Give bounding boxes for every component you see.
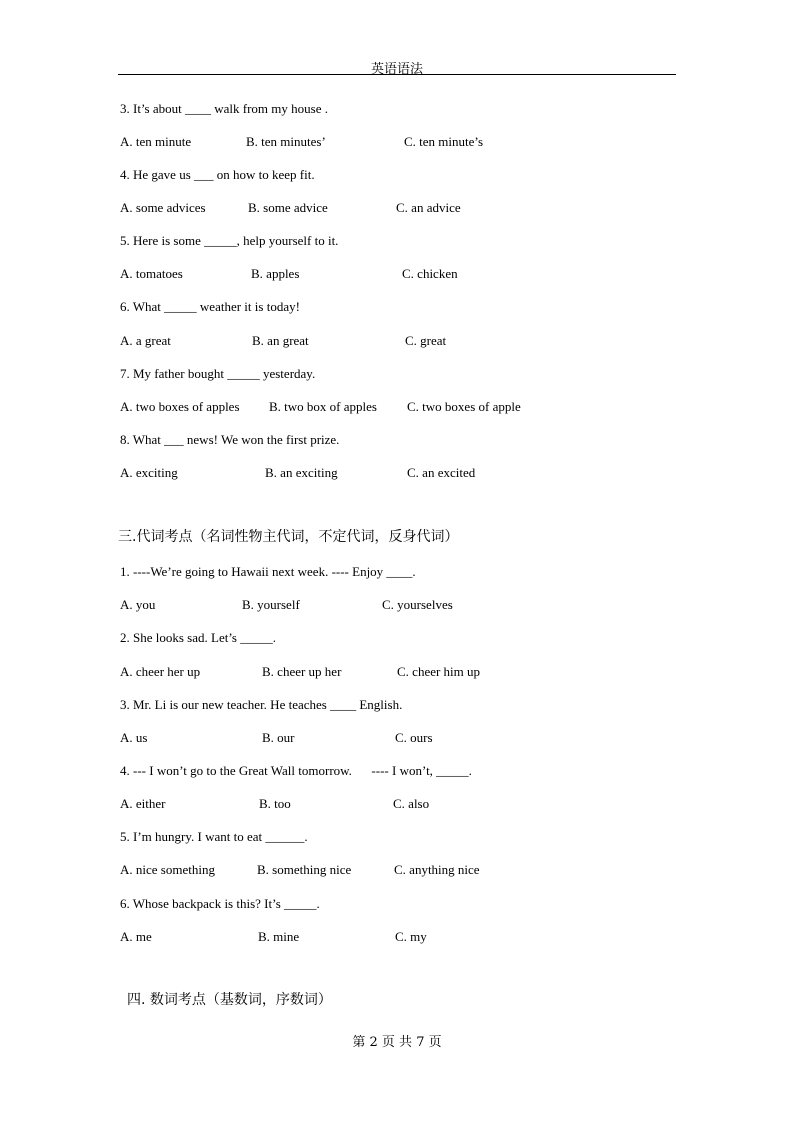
question-5: 5. Here is some _____, help yourself to it. — [120, 233, 339, 248]
question-8-option-c: C. an excited — [407, 465, 476, 480]
question-5-option-b: B. apples — [251, 266, 300, 281]
page-header-title: 英语语法 — [370, 62, 423, 77]
question-6: 6. What _____ weather it is today! — [120, 299, 300, 314]
s3-question-6-option-c: C. my — [395, 929, 427, 944]
question-4-option-c: C. an advice — [396, 200, 461, 215]
s3-question-5-option-c: C. anything nice — [394, 862, 480, 877]
s3-question-2-option-c: C. cheer him up — [397, 664, 481, 679]
s3-question-2-option-a: A. cheer her up — [120, 664, 201, 679]
s3-question-1-option-b: B. yourself — [242, 597, 300, 612]
question-4-option-a: A. some advices — [120, 200, 206, 215]
question-7-option-b: B. two box of apples — [269, 399, 377, 414]
s3-question-4-option-a: A. either — [120, 796, 166, 811]
question-8-option-b: B. an exciting — [265, 465, 338, 480]
question-6-option-a: A. a great — [120, 333, 171, 348]
question-8-option-a: A. exciting — [120, 465, 178, 480]
s3-question-6-option-b: B. mine — [258, 929, 300, 944]
s3-question-1: 1. ----We’re going to Hawaii next week. ---- Enjoy ____. — [120, 564, 416, 579]
s3-question-4-option-b: B. too — [259, 796, 291, 811]
question-3: 3. It’s about ____ walk from my house . — [120, 101, 328, 116]
question-5-option-a: A. tomatoes — [120, 266, 183, 281]
s3-question-5-option-b: B. something nice — [257, 862, 352, 877]
question-5-option-c: C. chicken — [402, 266, 458, 281]
question-7-option-a: A. two boxes of apples — [120, 399, 240, 414]
question-4-option-b: B. some advice — [248, 200, 328, 215]
section-3-heading: 三.代词考点（名词性物主代词，不定代词，反身代词） — [118, 529, 459, 545]
s3-question-1-option-a: A. you — [120, 597, 156, 612]
s3-question-6-option-a: A. me — [120, 929, 152, 944]
question-6-option-b: B. an great — [252, 333, 309, 348]
question-7-option-c: C. two boxes of apple — [407, 399, 521, 414]
question-6-option-c: C. great — [405, 333, 447, 348]
s3-question-3-option-b: B. our — [262, 730, 295, 745]
question-3-option-a: A. ten minute — [120, 134, 192, 149]
s3-question-2: 2. She looks sad. Let’s _____. — [120, 630, 276, 645]
page-footer: 第 2 页 共 7 页 — [352, 1035, 442, 1050]
s3-question-5: 5. I’m hungry. I want to eat ______. — [120, 829, 308, 844]
s3-question-5-option-a: A. nice something — [120, 862, 215, 877]
section-4-heading: 四. 数词考点（基数词，序数词） — [127, 992, 332, 1008]
question-7: 7. My father bought _____ yesterday. — [120, 366, 316, 381]
question-4: 4. He gave us ___ on how to keep fit. — [120, 167, 315, 182]
question-3-option-c: C. ten minute’s — [404, 134, 484, 149]
s3-question-4-option-c: C. also — [393, 796, 430, 811]
s3-question-1-option-c: C. yourselves — [382, 597, 453, 612]
question-8: 8. What ___ news! We won the first prize. — [120, 432, 340, 447]
s3-question-3: 3. Mr. Li is our new teacher. He teaches ____ English. — [120, 697, 403, 712]
s3-question-2-option-b: B. cheer up her — [262, 664, 342, 679]
question-3-option-b: B. ten minutes’ — [246, 134, 326, 149]
s3-question-6: 6. Whose backpack is this? It’s _____. — [120, 896, 320, 911]
s3-question-4: 4. --- I won’t go to the Great Wall tomorrow. ---- I won’t, _____. — [120, 763, 472, 778]
s3-question-3-option-c: C. ours — [395, 730, 433, 745]
header-divider — [118, 74, 676, 75]
s3-question-3-option-a: A. us — [120, 730, 148, 745]
